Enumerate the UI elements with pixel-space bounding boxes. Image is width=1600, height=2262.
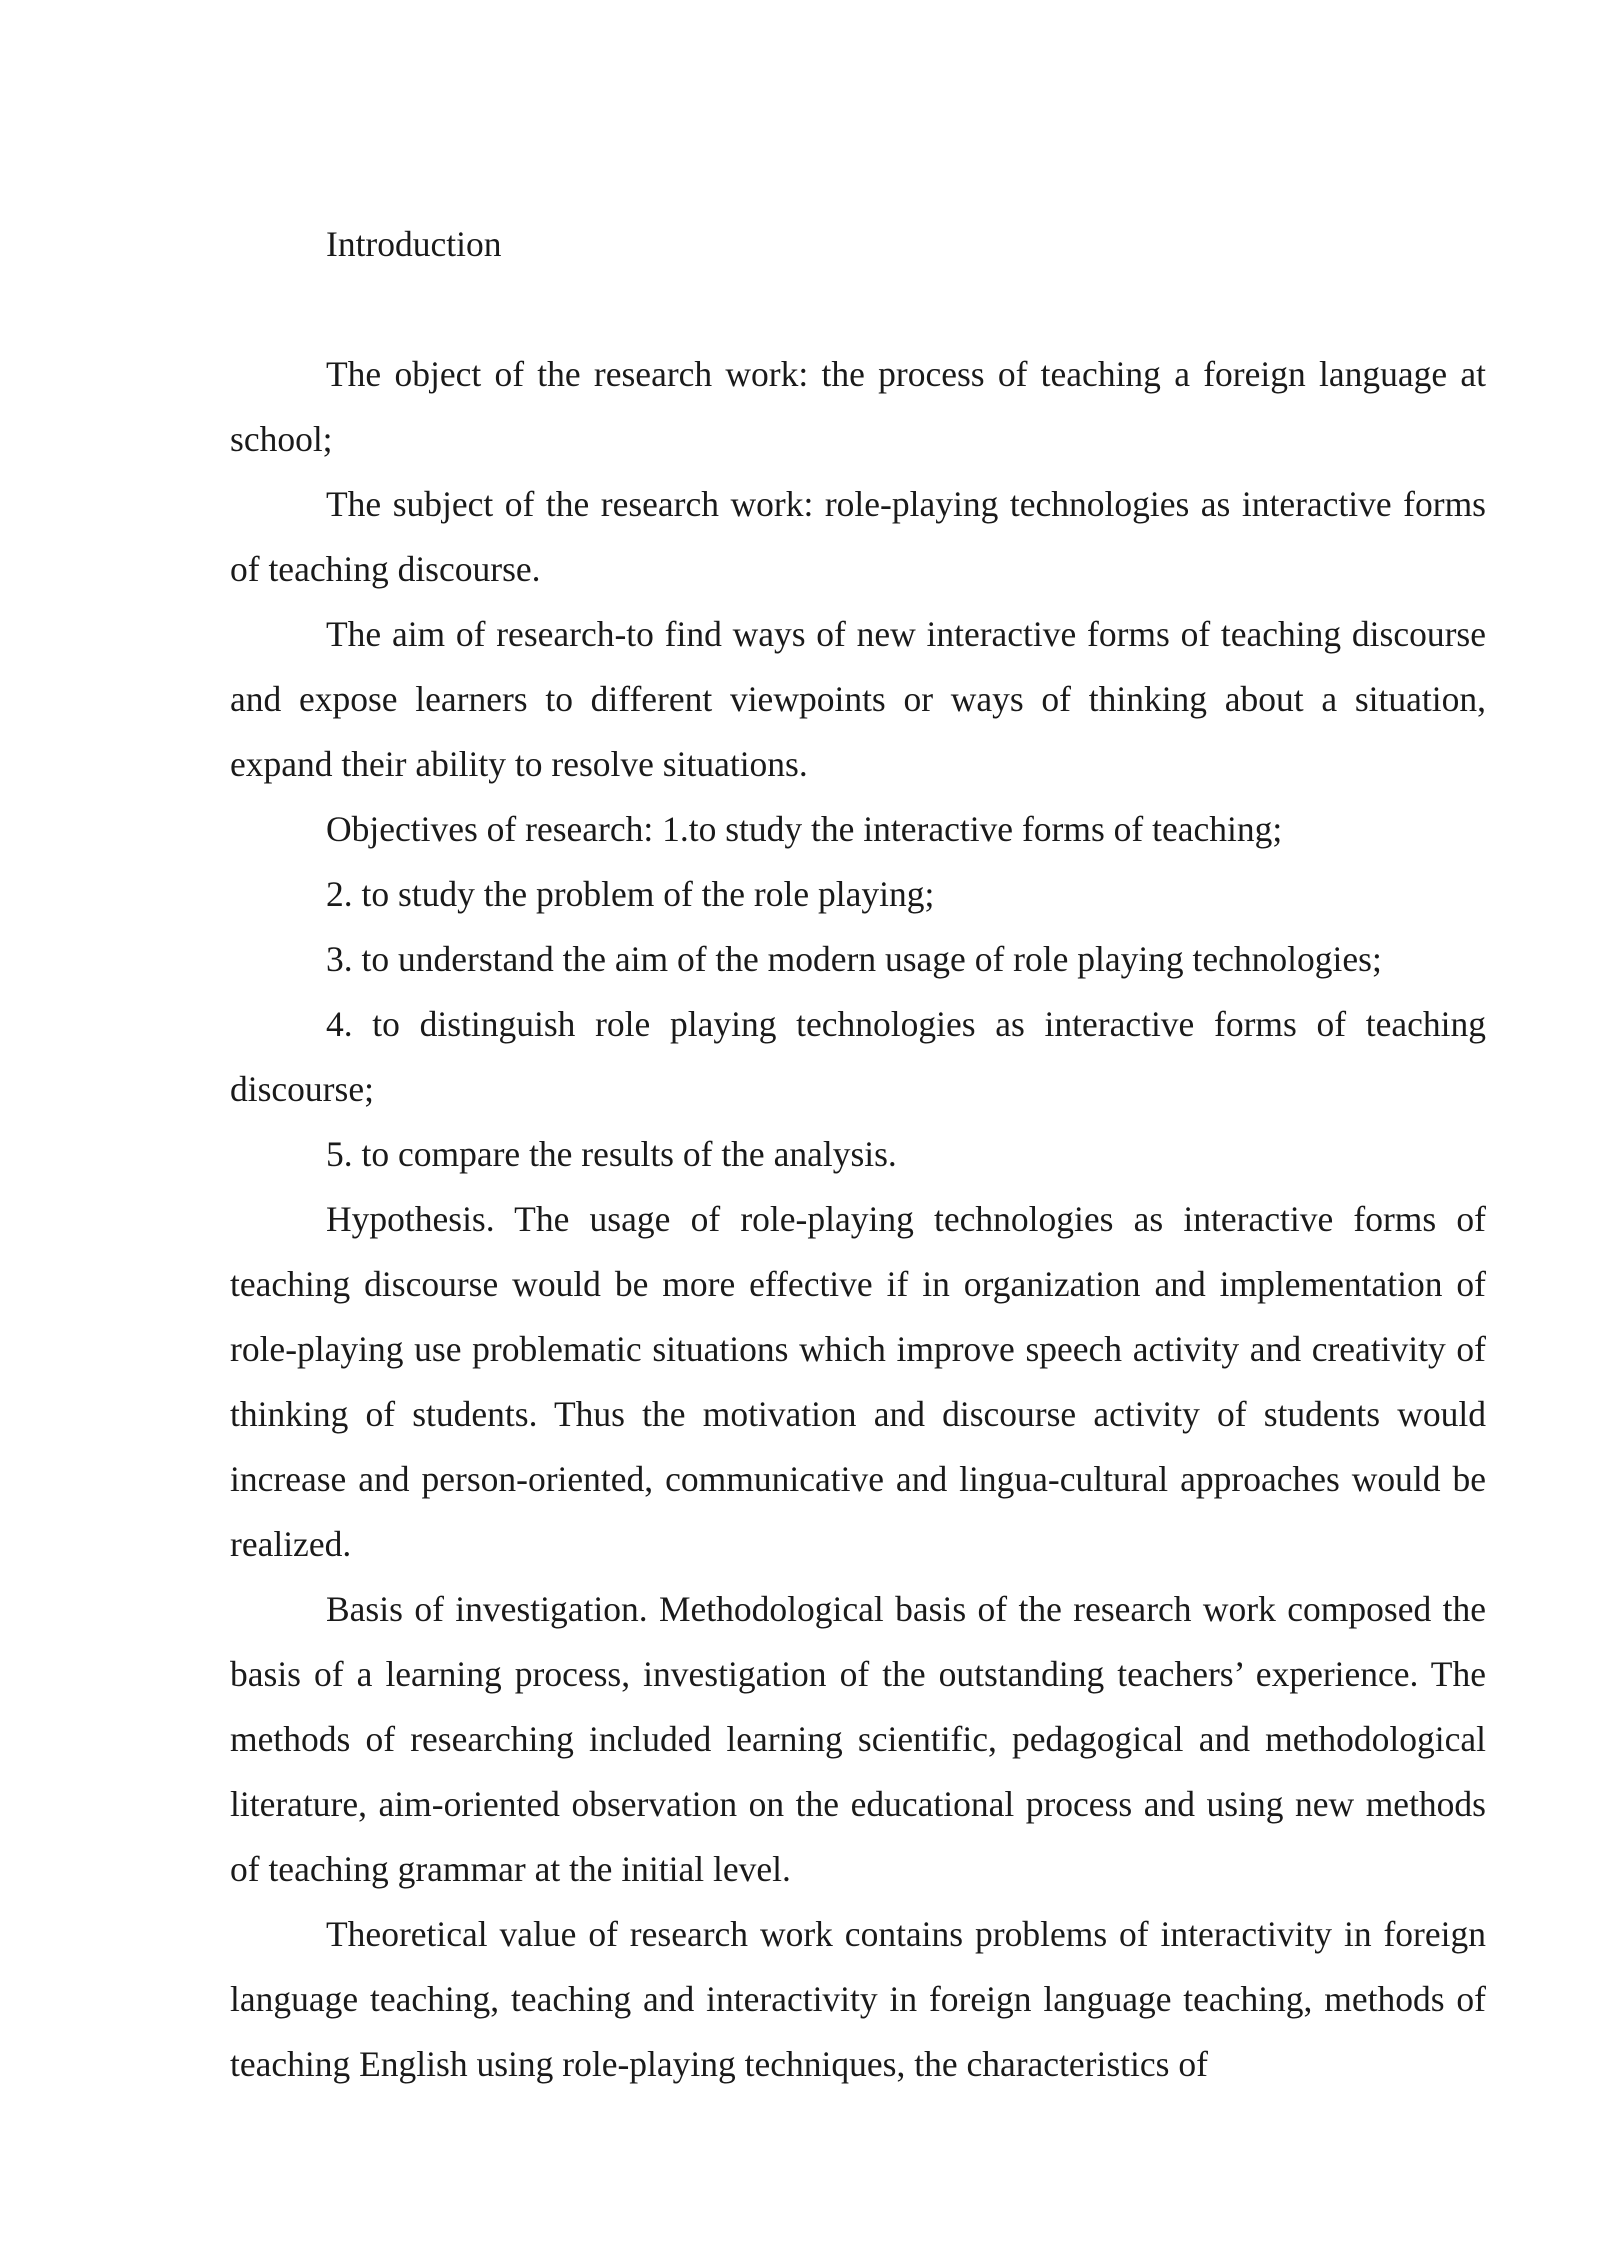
paragraph-objective-4: 4. to distinguish role playing technologies as interactive forms of teaching discourse; xyxy=(230,1004,1486,1109)
document-body xyxy=(230,212,1486,2097)
paragraph-theoretical-value: Theoretical value of research work contains problems of interactivity in foreign language teaching, teaching and interactivity in foreign language teaching, methods of teaching English using role-playing techniques, the characteristics of xyxy=(230,1914,1486,2084)
paragraph-aim: The aim of research-to find ways of new interactive forms of teaching discourse and expose learners to different viewpoints or ways of thinking about a situation, expand their ability to resolve situations. xyxy=(230,614,1486,784)
paragraph-objective-3: 3. to understand the aim of the modern usage of role playing technologies; xyxy=(326,939,1382,979)
paragraph-subject: The subject of the research work: role-playing technologies as interactive forms of teaching discourse. xyxy=(230,484,1486,589)
section-heading: Introduction xyxy=(326,224,502,264)
paragraph-objective-5: 5. to compare the results of the analysis. xyxy=(326,1134,897,1174)
paragraph-object: The object of the research work: the process of teaching a foreign language at school; xyxy=(230,354,1486,459)
paragraph-basis: Basis of investigation. Methodological basis of the research work composed the basis of a learning process, investigation of the outstanding teachers’ experience. The methods of researching included learning scientific, pedagogical and methodological literature, aim-oriented observation on the educational process and using new methods of teaching grammar at the initial level. xyxy=(230,1589,1486,1889)
paragraph-objectives: Objectives of research: 1.to study the interactive forms of teaching; xyxy=(326,809,1283,849)
heading-spacer xyxy=(230,277,1486,342)
paragraph-hypothesis: Hypothesis. The usage of role-playing technologies as interactive forms of teaching discourse would be more effective if in organization and implementation of role-playing use problematic situations which improve speech activity and creativity of thinking of students. Thus the motivation and discourse activity of students would increase and person-oriented, communicative and lingua-cultural approaches would be realized. xyxy=(230,1199,1486,1564)
paragraph-objective-2: 2. to study the problem of the role playing; xyxy=(326,874,935,914)
